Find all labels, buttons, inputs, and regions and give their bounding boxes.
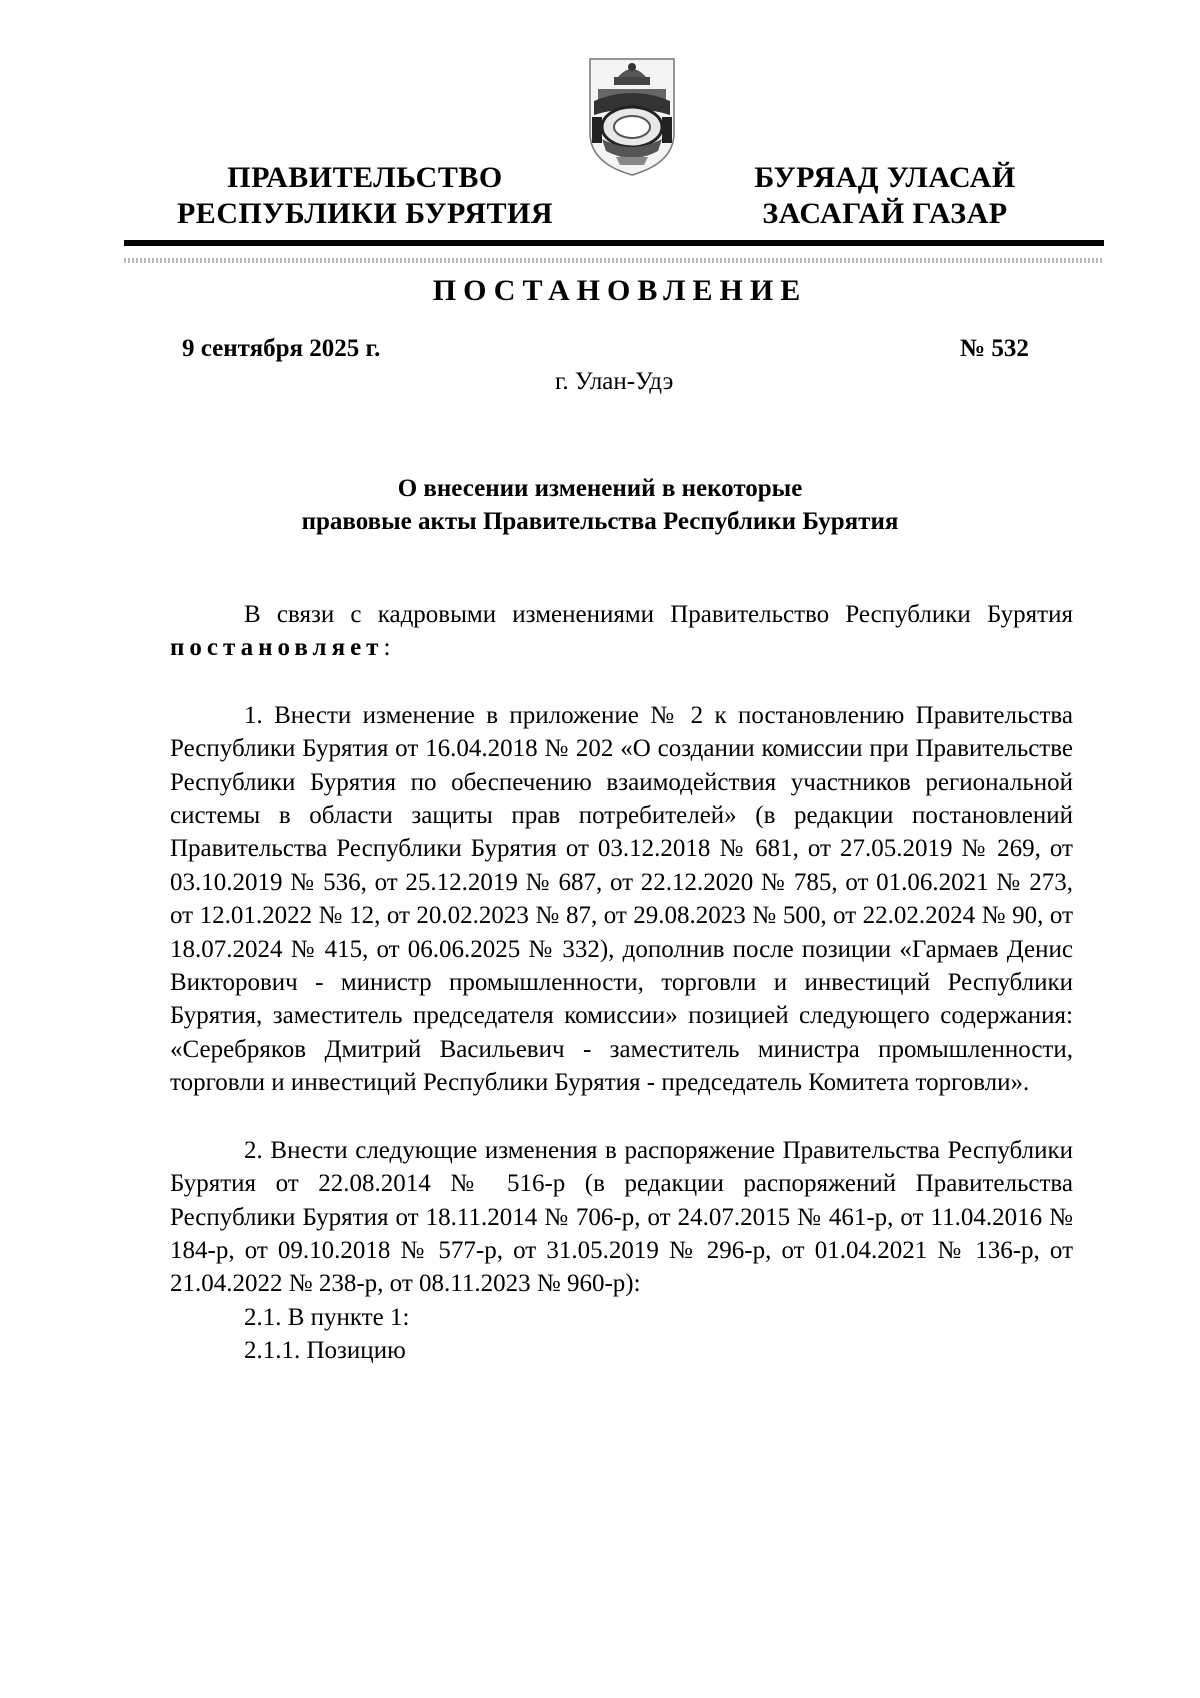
preamble-text: В связи с кадровыми изменениями Правительство Республики Бурятия <box>244 601 1073 628</box>
title-line-1: О внесении изменений в некоторые <box>397 475 803 502</box>
organization-name-russian <box>170 160 560 232</box>
document-type: ПОСТАНОВЛЕНИЕ <box>432 274 808 307</box>
document-title <box>0 472 1200 538</box>
item-1-paragraph: 1. Внести изменение в приложение № 2 к постановлению Правительства Республики Бурятия от 16.04.2018 № 202 «О создании комиссии при Правительстве Республики Бурятия по обеспечению взаимодействия участников региональной системы в области защиты прав потребителей» (в редакции постановлений Правительства Республики Бурятия от 03.12.2018 № 681, от 27.05.2019 № 269, от 03.10.2019 № 536, от 25.12.2019 № 687, от 22.12.2020 № 785, от 01.06.2021 № 273, от 12.01.2022 № 12, от 20.02.2023 № 87, от 29.08.2023 № 500, от 22.02.2024 № 90, от 18.07.2024 № 415, от 06.06.2025 № 332), дополнив после позиции «Гармаев Денис Викторович - министр промышленности, торговли и инвестиций Республики Бурятия, заместитель председателя комиссии» позицией следующего содержания: «Серебряков Дмитрий Васильевич - заместитель министра промышленности, торговли и инвестиций Республики Бурятия - председатель Комитета торговли». <box>170 701 1073 1097</box>
organization-name-buryat <box>735 160 1035 232</box>
org-ru-line2: РЕСПУБЛИКИ БУРЯТИЯ <box>176 197 554 230</box>
org-bua-line1: БУРЯАД УЛАСАЙ <box>754 161 1016 194</box>
item-2-paragraph: 2. Внести следующие изменения в распоряжение Правительства Республики Бурятия от 22.08.2014 № 516-р (в редакции распоряжений Правительства Республики Бурятия от 18.11.2014 № 706-р, от 24.07.2015 № 461-р, от 11.04.2016 № 184-р, от 09.10.2018 № 577-р, от 31.05.2019 № 296-р, от 01.04.2021 № 136-р, от 21.04.2022 № 238-р, от 08.11.2023 № 960-р): <box>170 1136 1073 1298</box>
header-divider-thin <box>124 258 1104 263</box>
title-line-2: правовые акты Правительства Республики Бурятия <box>301 508 899 535</box>
item-2-1-1-paragraph: 2.1.1. Позицию <box>244 1337 406 1365</box>
preamble-paragraph <box>170 598 1073 665</box>
header-divider-thick <box>124 240 1104 246</box>
document-date: 9 сентября 2025 г. <box>182 335 381 362</box>
preamble-end: : <box>383 634 391 662</box>
document-city: г. Улан-Удэ <box>555 368 674 395</box>
org-ru-line1: ПРАВИТЕЛЬСТВО <box>227 161 503 194</box>
org-bua-line2: ЗАСАГАЙ ГАЗАР <box>762 197 1008 230</box>
coat-of-arms-emblem <box>586 55 678 179</box>
document-number: № 532 <box>960 335 1029 362</box>
preamble-verb: постановляет <box>170 634 384 662</box>
item-2-1-paragraph: 2.1. В пункте 1: <box>244 1303 410 1331</box>
document-body <box>170 598 1073 1368</box>
